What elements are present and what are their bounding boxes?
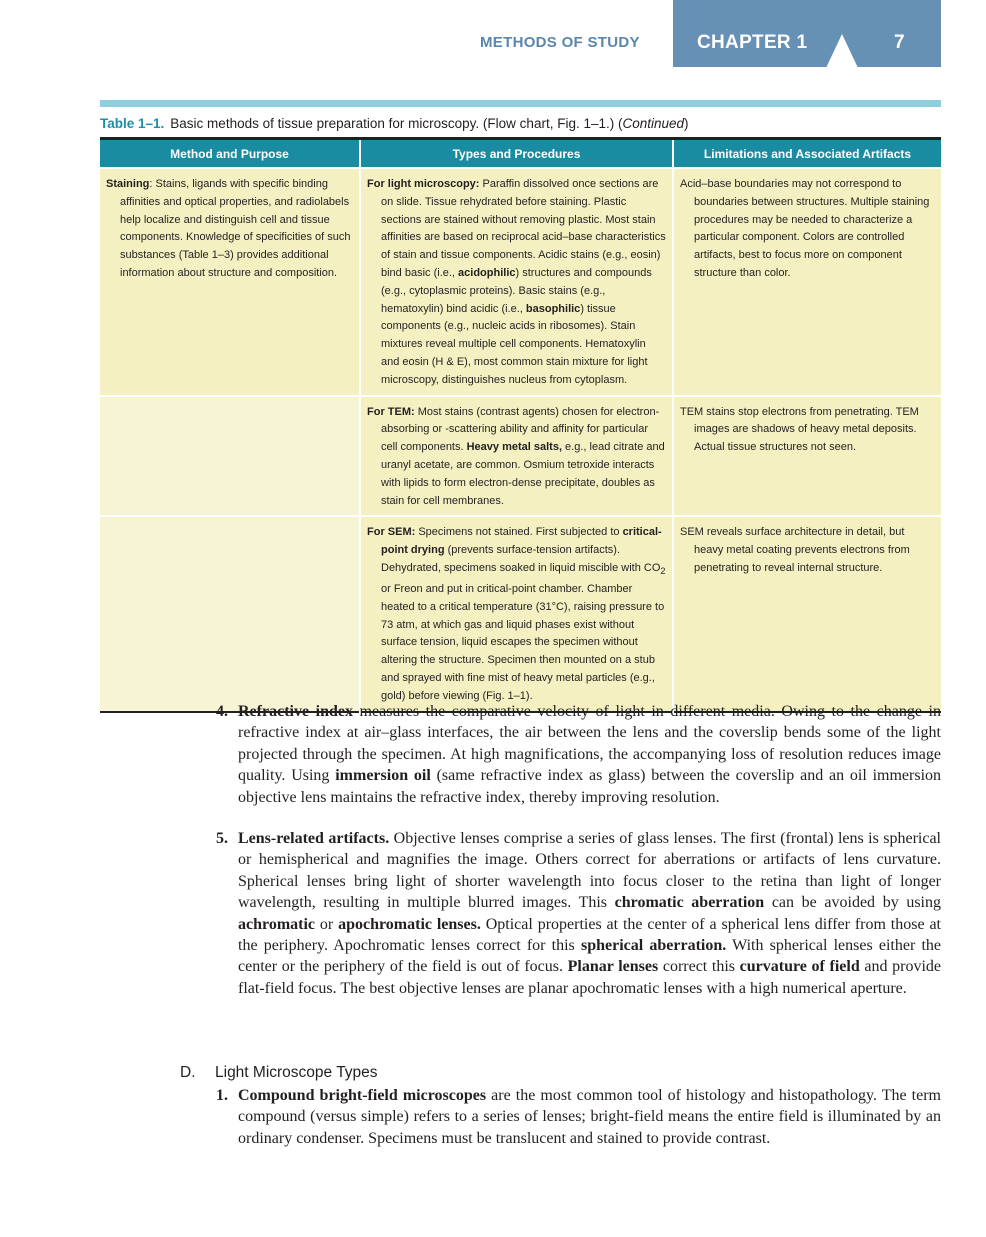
tissue-preparation-table: [100, 137, 941, 713]
table-top-rule: [100, 100, 941, 107]
column-header-types: Types and Procedures: [360, 139, 673, 169]
paragraph-text: (same refractive index as glass) between the coverslip and an oil immersion objective lens maintains the refractive index, thereby improving resolution.: [238, 767, 942, 806]
term: Refractive index: [238, 703, 353, 720]
running-head: METHODS OF STUDY: [480, 34, 640, 51]
procedure-text: (prevents surface-tension artifacts). Dehydrated, specimens soaked in liquid miscible with CO: [381, 544, 661, 574]
term: Lens-related artifacts.: [238, 830, 390, 847]
table-row: [100, 168, 941, 396]
paragraph-text: measures the comparative velocity of light in different media. Owing to the change in refractive index at air–glass interfaces, the air between the lens and the coverslip bends some of the light projected through the specimen. At high magnifications, the accompanying loss of resolution reduces image quality. Using: [238, 703, 941, 785]
method-cell-empty: [100, 516, 360, 711]
page-number: 7: [894, 32, 905, 53]
procedure-text: ) tissue components (e.g., nucleic acids in ribosomes). Stain mixtures reveal multiple cell components. Hematoxylin and eosin (H & E), most common stain mixture for light microscopy, distinguishes nucleus from cytoplasm.: [381, 302, 648, 386]
list-number: 4.: [216, 703, 228, 720]
procedure-text: or Freon and put in critical-point chamber. Chamber heated to a critical temperature (31°C), raising pressure to 73 atm, at which gas and liquid phases exist without surface tension, liquid escapes the specimen without altering the structure. Specimen then mounted on a stub and sprayed with fine mist of heavy metal particles (e.g., gold) before viewing (Fig. 1–1).: [381, 582, 665, 702]
limitations-cell: [673, 396, 941, 517]
subscript: 2: [660, 566, 666, 577]
procedure-text: Specimens not stained. First subjected to: [415, 526, 623, 539]
table-caption-close: ): [684, 116, 689, 131]
paragraph-text: With spherical lenses either the center or the periphery of the field is out of focus.: [238, 937, 942, 976]
section-letter: D.: [180, 1064, 196, 1081]
procedure-cell: [360, 396, 673, 517]
procedure-text: e.g., lead citrate and uranyl acetate, are common. Osmium tetroxide interacts with lipids to form electron-dense precipitate, doubles as stain for cell membranes.: [381, 441, 665, 507]
procedure-cell: [360, 168, 673, 396]
chapter-tab-notch: [826, 34, 858, 68]
table-caption: [100, 116, 689, 131]
procedure-text: Most stains (contrast agents) chosen for electron-absorbing or -scattering ability and affinity for particular cell components.: [381, 405, 660, 454]
term: spherical aberration.: [580, 937, 727, 955]
procedure-lead: For TEM:: [367, 405, 415, 418]
limitations-text: Acid–base boundaries may not correspond to boundaries between structures. Multiple staining procedures may be needed to characterize a particular component. Colors are controlled artifacts, best to focus more on component structure than color.: [680, 178, 930, 279]
term: Planar lenses: [567, 958, 659, 976]
table-header-row: [100, 139, 941, 169]
procedure-term: critical-point drying: [381, 526, 662, 557]
paragraph-text: Optical properties at the center of a spherical lens differ from those at the periphery. Apochromatic lenses correct for this: [238, 915, 941, 955]
table-row: [100, 396, 941, 517]
procedure-lead: For light microscopy:: [367, 178, 480, 190]
limitations-text: SEM reveals surface architecture in detail, but heavy metal coating prevents electrons from penetrating to reveal internal structure.: [680, 526, 910, 574]
term: curvature of field: [739, 958, 860, 976]
procedure-cell: [360, 516, 673, 711]
term: Compound bright-field microscopes: [238, 1087, 487, 1104]
paragraph-text: can be avoided by using: [764, 894, 941, 912]
limitations-text: TEM stains stop electrons from penetrating. TEM images are shadows of heavy metal deposits. Actual tissue structures not seen.: [680, 405, 919, 454]
chapter-tab: [673, 0, 941, 67]
term: chromatic aberration: [614, 894, 765, 912]
list-item-lens-artifacts: [216, 828, 942, 999]
paragraph-text: correct this: [658, 958, 740, 976]
table-caption-italic: Continued: [622, 116, 685, 131]
chapter-label: CHAPTER 1: [697, 32, 808, 53]
method-lead: Staining: [106, 178, 150, 190]
method-cell: [100, 168, 360, 396]
section-heading: [180, 1064, 378, 1082]
table-caption-text: Basic methods of tissue preparation for microscopy. (Flow chart, Fig. 1–1.) (: [170, 116, 623, 131]
paragraph-text: are the most common tool of histology and histopathology. The term compound (versus simple) refers to a series of lenses; bright-field means the entire field is illuminated by an ordinary condenser. Specimens must be translucent and stained to provide contrast.: [238, 1087, 941, 1147]
list-number: 5.: [216, 830, 228, 847]
paragraph-text: and provide flat-field focus. The best objective lenses are planar apochromatic lenses with a high numerical aperture.: [238, 958, 941, 997]
procedure-text: ) structures and compounds (e.g., cytoplasmic proteins). Basic stains (e.g., hematoxylin) bind acidic (i.e.,: [381, 266, 652, 315]
list-item-refractive-index: [216, 701, 942, 808]
limitations-cell: [673, 168, 941, 396]
method-cell-empty: [100, 396, 360, 517]
list-item-bright-field: [216, 1085, 941, 1149]
term: apochromatic lenses.: [338, 915, 481, 933]
method-text: : Stains, ligands with specific binding affinities and optical properties, and radiolabels help localize and distinguish cell and tissue components. Knowledge of specificities of such substances (Table 1–3) provides additional information about structure and composition.: [120, 178, 351, 279]
paragraph-text: or: [315, 915, 339, 933]
procedure-lead: For SEM:: [367, 526, 416, 539]
procedure-term: basophilic: [525, 302, 581, 315]
limitations-cell: [673, 516, 941, 711]
column-header-method: Method and Purpose: [100, 139, 360, 169]
table-row: [100, 516, 941, 711]
column-header-limitations: Limitations and Associated Artifacts: [673, 139, 941, 169]
term: achromatic: [238, 915, 316, 933]
list-number: 1.: [216, 1087, 228, 1104]
procedure-term: Heavy metal salts,: [466, 441, 562, 454]
term: immersion oil: [335, 767, 431, 785]
procedure-term: acidophilic: [458, 266, 516, 279]
section-title: Light Microscope Types: [215, 1064, 378, 1081]
table-caption-label: Table 1–1.: [100, 116, 165, 131]
procedure-text: Paraffin dissolved once sections are on slide. Tissue rehydrated before staining. Plastic sections are stained without removing plastic. Most stain affinities are based on reciprocal acid–base characteristics of stain and tissue components. Acidic stains (e.g., eosin) bind basic (i.e.,: [381, 178, 666, 279]
paragraph-text: Objective lenses comprise a series of glass lenses. The first (frontal) lens is spherical or hemispherical and magnifies the image. Others correct for aberrations or artifacts of lens curvature. Spherical lenses bring light of shorter wavelength into focus closer to the retina than light of longer wavelength, resulting in multiple blurred images. This: [238, 830, 942, 912]
